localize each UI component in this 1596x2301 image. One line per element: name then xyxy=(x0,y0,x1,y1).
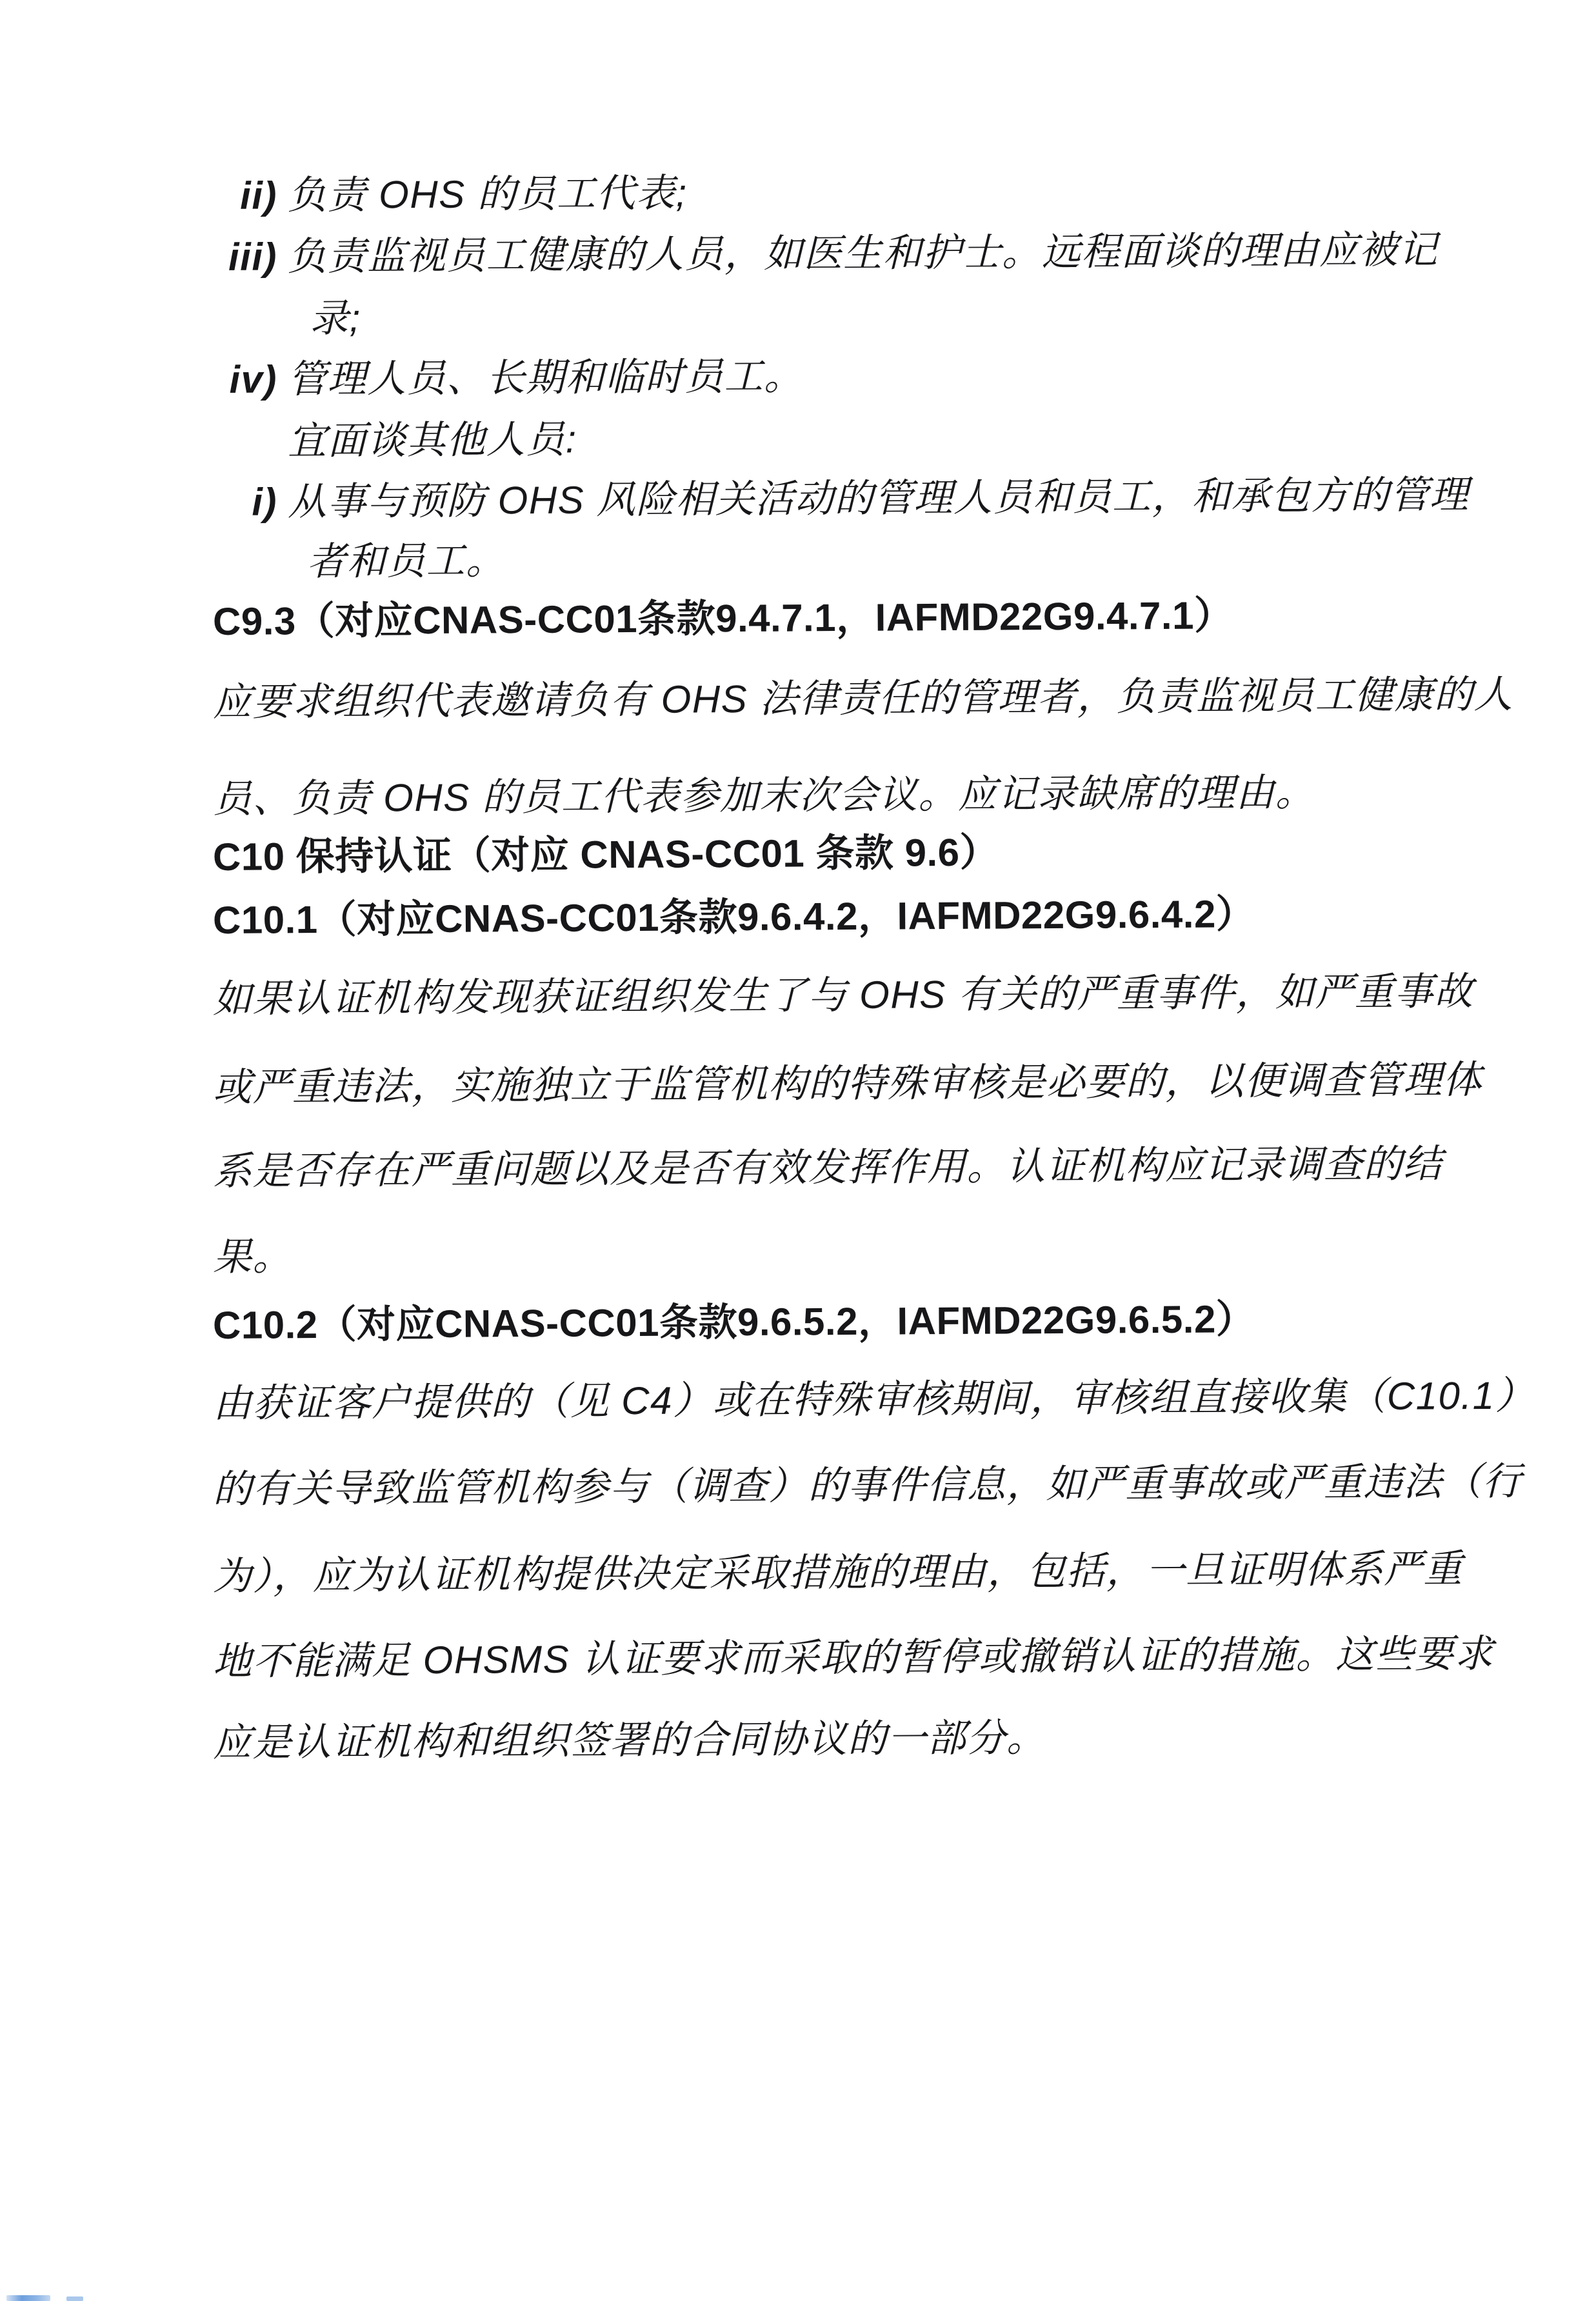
list-item-iii xyxy=(213,227,1439,279)
clause-heading-c10-1 xyxy=(213,892,1255,942)
clause-heading-c10 xyxy=(213,830,999,879)
list-item-text: 管理人员、长期和临时员工。 xyxy=(287,354,804,401)
clause-heading-c9-3 xyxy=(213,593,1233,644)
list-item-text: 从事与预防 OHS 风险相关活动的管理人员和员工，和承包方的管理 xyxy=(287,473,1470,524)
list-marker: iv) xyxy=(229,357,278,401)
clause-heading-text: C9.3（对应CNAS-CC01条款9.4.7.1，IAFMD22G9.4.7.1） xyxy=(212,593,1233,643)
clause-heading-c10-2 xyxy=(213,1297,1255,1348)
paragraph-text: 员、负责 OHS 的员工代表参加末次会议。应记录缺席的理由。 xyxy=(212,770,1315,821)
paragraph-line xyxy=(213,672,1513,724)
list-item-i xyxy=(213,472,1470,524)
list-marker: ii) xyxy=(239,174,278,217)
paragraph-text: 由获证客户提供的（见 C4）或在特殊审核期间，审核组直接收集（C10.1） xyxy=(212,1373,1535,1425)
paragraph-text: 果。 xyxy=(212,1235,293,1279)
list-item-text: 录; xyxy=(309,296,361,340)
list-item-text: 者和员工。 xyxy=(306,539,506,583)
list-marker: i) xyxy=(252,480,278,524)
list-note xyxy=(288,417,577,463)
list-note-text: 宜面谈其他人员: xyxy=(287,417,577,463)
paragraph-text: 如果认证机构发现获证组织发生了与 OHS 有关的严重事件，如严重事故 xyxy=(212,970,1474,1021)
paragraph-text: 应要求组织代表邀请负有 OHS 法律责任的管理者，负责监视员工健康的人 xyxy=(212,672,1514,724)
scan-artifact-blue-bar xyxy=(6,2295,50,2301)
list-item-continuation xyxy=(310,296,361,341)
paragraph-line xyxy=(213,1057,1482,1110)
list-item-text: 负责监视员工健康的人员，如医生和护士。远程面谈的理由应被记 xyxy=(287,228,1439,279)
list-item-continuation xyxy=(307,538,506,584)
paragraph-text: 地不能满足 OHSMS 认证要求而采取的暂停或撤销认证的措施。这些要求 xyxy=(212,1631,1495,1683)
clause-heading-text: C10 保持认证（对应 CNAS-CC01 条款 9.6） xyxy=(212,830,999,879)
paragraph-line xyxy=(213,1459,1522,1511)
paragraph-text: 应是认证机构和组织签署的合同协议的一部分。 xyxy=(212,1716,1046,1764)
paragraph-text: 的有关导致监管机构参与（调查）的事件信息，如严重事故或严重违法（行 xyxy=(212,1459,1522,1511)
clause-heading-text: C10.1（对应CNAS-CC01条款9.6.4.2，IAFMD22G9.6.4.2） xyxy=(212,892,1255,942)
paragraph-text: 为），应为认证机构提供决定采取措施的理由，包括，一旦证明体系严重 xyxy=(212,1547,1464,1598)
list-marker: iii) xyxy=(228,235,278,279)
paragraph-line xyxy=(213,1141,1443,1193)
list-item-text: 负责 OHS 的员工代表; xyxy=(287,171,688,217)
paragraph-text: 或严重违法，实施独立于监管机构的特殊审核是必要的，以便调查管理体 xyxy=(212,1057,1483,1109)
clause-heading-text: C10.2（对应CNAS-CC01条款9.6.5.2，IAFMD22G9.6.5.2） xyxy=(212,1297,1255,1347)
list-item-ii xyxy=(213,171,688,218)
paragraph-line xyxy=(213,1715,1046,1765)
paragraph-line xyxy=(213,770,1315,821)
scan-artifact-blue-chip xyxy=(66,2296,83,2301)
list-item-iv xyxy=(213,354,804,402)
paragraph-line xyxy=(213,969,1474,1021)
paragraph-line xyxy=(213,1631,1494,1684)
paragraph-line xyxy=(213,1373,1535,1426)
paragraph-text: 系是否存在严重问题以及是否有效发挥作用。认证机构应记录调查的结 xyxy=(212,1142,1443,1193)
paragraph-line xyxy=(213,1234,292,1279)
paragraph-line xyxy=(213,1546,1463,1599)
